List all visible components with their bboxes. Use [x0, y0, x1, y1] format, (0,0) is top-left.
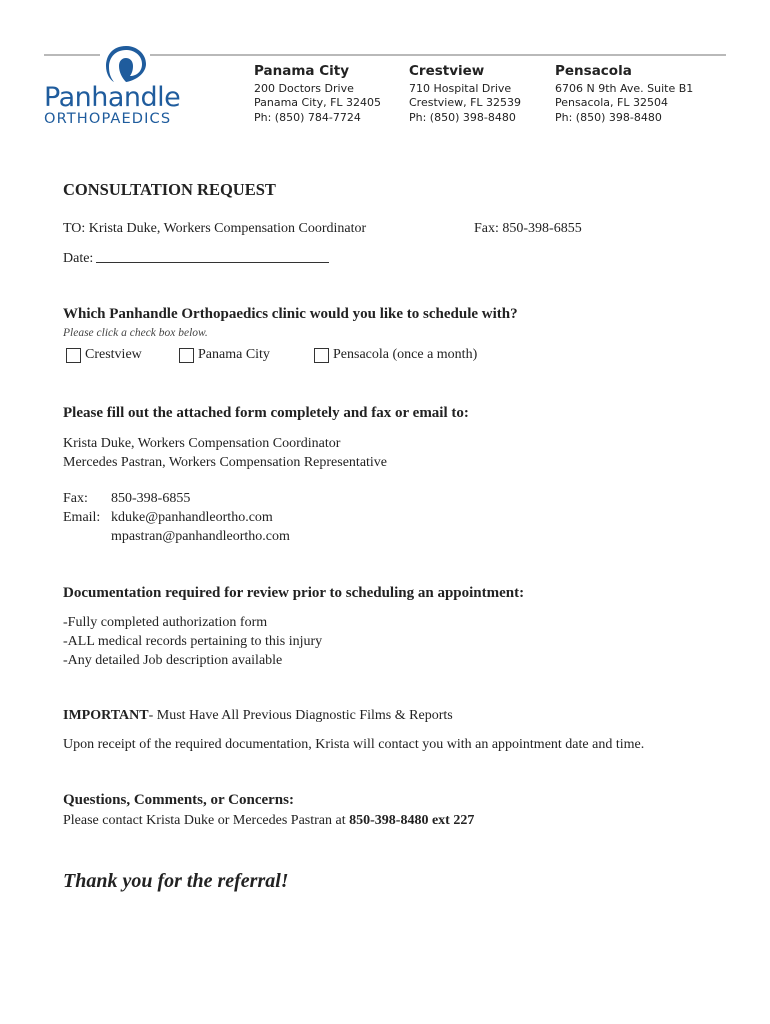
date-label: Date: — [63, 251, 94, 266]
fax-line: Fax: 850-398-6855 — [474, 221, 582, 236]
docs-item: -Any detailed Job description available — [63, 653, 283, 668]
location-name: Pensacola — [555, 63, 632, 79]
important-notice — [63, 706, 453, 725]
location-name: Crestview — [409, 63, 485, 79]
checkbox-label-pensacola: Pensacola (once a month) — [333, 347, 478, 362]
checkbox-panama-city[interactable] — [179, 348, 194, 363]
checkbox-label-crestview: Crestview — [85, 347, 142, 362]
clinic-instruction: Please click a check box below. — [63, 327, 208, 339]
date-field[interactable] — [96, 262, 329, 263]
logo-mark-icon — [100, 42, 152, 86]
location-address: 6706 N 9th Ave. Suite B1 — [555, 81, 694, 95]
fax-label: Fax: — [63, 491, 88, 506]
location-city: Crestview, FL 32539 — [409, 96, 522, 109]
to-line: TO: Krista Duke, Workers Compensation Coordinator — [63, 221, 367, 236]
location-phone: Ph: (850) 398-8480 — [555, 110, 662, 124]
checkbox-pensacola[interactable] — [314, 348, 329, 363]
questions-phone: 850-398-8480 ext 227 — [349, 813, 475, 828]
important-text: - Must Have All Previous Diagnostic Films & Reports — [148, 708, 453, 723]
location-phone: Ph: (850) 784-7724 — [254, 110, 361, 124]
logo-wordmark: Panhandle — [44, 82, 181, 113]
docs-item: -Fully completed authorization form — [63, 615, 268, 630]
header-rule-right — [150, 54, 726, 56]
important-label: IMPORTANT — [63, 708, 149, 723]
page-title: CONSULTATION REQUEST — [63, 180, 276, 199]
fax-value: 850-398-6855 — [111, 491, 191, 506]
receipt-text: Upon receipt of the required documentation, Krista will contact you with an appointment date and time. — [63, 737, 645, 752]
checkbox-crestview[interactable] — [66, 348, 81, 363]
logo-subtitle: ORTHOPAEDICS — [44, 110, 172, 127]
location-city: Pensacola, FL 32504 — [555, 96, 668, 109]
location-panama-city — [254, 64, 381, 125]
location-address: 200 Doctors Drive — [254, 81, 354, 95]
docs-heading: Documentation required for review prior to scheduling an appointment: — [63, 585, 525, 601]
contact-line: Mercedes Pastran, Workers Compensation Representative — [63, 455, 388, 470]
clinic-question: Which Panhandle Orthopaedics clinic would you like to schedule with? — [63, 306, 518, 322]
location-crestview — [409, 64, 521, 125]
location-address: 710 Hospital Drive — [409, 81, 512, 95]
location-name: Panama City — [254, 63, 350, 79]
location-city: Panama City, FL 32405 — [254, 96, 382, 109]
location-phone: Ph: (850) 398-8480 — [409, 110, 516, 124]
location-pensacola — [555, 64, 693, 125]
checkbox-label-panama-city: Panama City — [198, 347, 270, 362]
email-link[interactable]: kduke@panhandleortho.com — [111, 510, 273, 525]
questions-contact: Please contact Krista Duke or Mercedes Pastran at — [63, 813, 350, 828]
questions-heading: Questions, Comments, or Concerns: — [63, 792, 294, 808]
contact-line: Krista Duke, Workers Compensation Coordinator — [63, 436, 341, 451]
email-link[interactable]: mpastran@panhandleortho.com — [111, 529, 290, 544]
closing-thanks: Thank you for the referral! — [63, 870, 289, 892]
submit-heading: Please fill out the attached form completely and fax or email to: — [63, 405, 469, 421]
email-label: Email: — [63, 510, 101, 525]
questions-text — [63, 811, 474, 830]
docs-item: -ALL medical records pertaining to this injury — [63, 634, 323, 649]
header-rule-left — [44, 54, 100, 56]
